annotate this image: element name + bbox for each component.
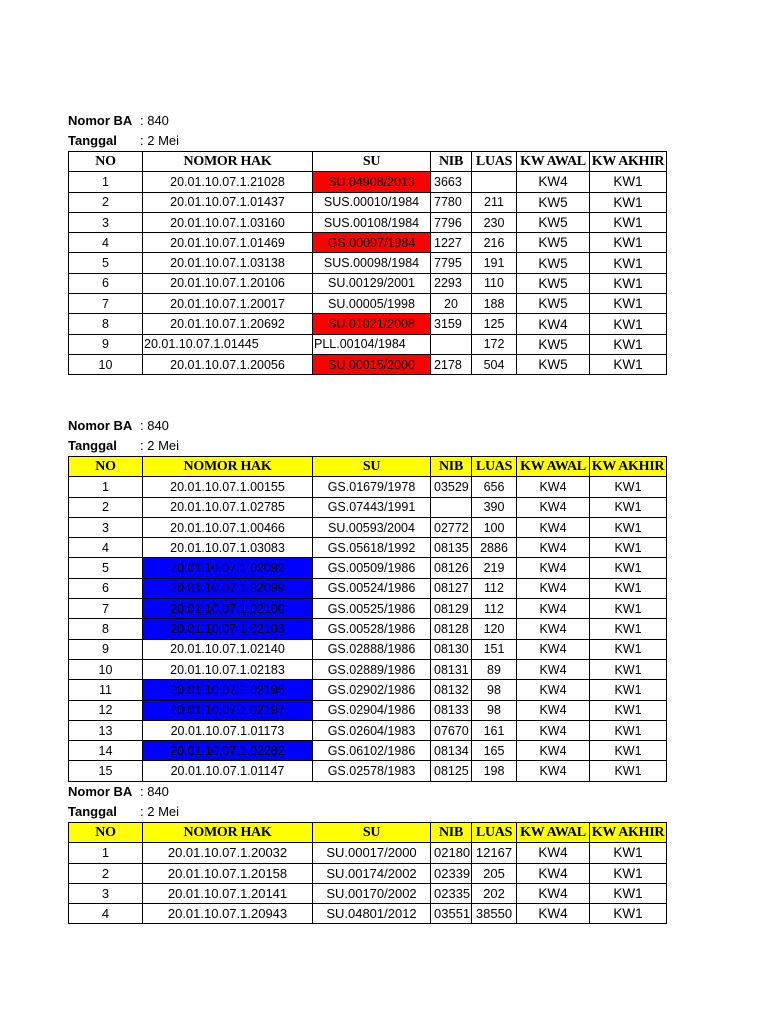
table-row (69, 843, 667, 863)
cell-no: 8 (69, 619, 143, 639)
cell-kw-awal: KW4 (517, 741, 590, 761)
data-table-1 (68, 151, 667, 375)
cell-nomor-hak: 20.01.10.07.1.20692 (143, 314, 313, 334)
cell-su: SUS.00108/1984 (313, 212, 431, 232)
cell-no: 4 (69, 538, 143, 558)
section-1 (68, 111, 667, 375)
cell-no: 1 (69, 843, 143, 863)
cell-kw-akhir: KW1 (590, 761, 667, 781)
nomor-ba-value: : 840 (140, 784, 169, 799)
tanggal-label: Tanggal (68, 804, 117, 819)
table-row (69, 904, 667, 924)
table-row (69, 538, 667, 558)
cell-su: SU.00005/1998 (313, 294, 431, 314)
cell-nib: 08130 (431, 639, 472, 659)
cell-nib: 2293 (431, 273, 472, 293)
cell-kw-awal: KW4 (517, 883, 590, 903)
cell-no: 6 (69, 578, 143, 598)
cell-nib: 08127 (431, 578, 472, 598)
table-row (69, 558, 667, 578)
cell-kw-awal: KW4 (517, 863, 590, 883)
cell-kw-awal: KW4 (517, 700, 590, 720)
tanggal-value: : 2 Mei (140, 438, 180, 453)
cell-kw-awal: KW5 (517, 294, 590, 314)
cell-su: GS.00524/1986 (313, 578, 431, 598)
table-row (69, 497, 667, 517)
cell-luas: 211 (472, 192, 517, 212)
cell-nomor-hak: 20.01.10.07.1.20158 (143, 863, 313, 883)
table-row (69, 883, 667, 903)
cell-luas: 165 (472, 741, 517, 761)
table-row (69, 477, 667, 497)
cell-luas: 205 (472, 863, 517, 883)
cell-nomor-hak: 20.01.10.07.1.02785 (143, 497, 313, 517)
cell-nib: 08133 (431, 700, 472, 720)
tanggal-line (68, 436, 667, 456)
header-luas: LUAS (472, 152, 517, 172)
cell-su: SU.00017/2000 (313, 843, 431, 863)
cell-luas: 125 (472, 314, 517, 334)
cell-luas: 219 (472, 558, 517, 578)
cell-no: 1 (69, 477, 143, 497)
cell-kw-awal: KW4 (517, 314, 590, 334)
cell-luas: 390 (472, 497, 517, 517)
cell-nomor-hak: 20.01.10.07.1.03160 (143, 212, 313, 232)
cell-kw-awal: KW5 (517, 354, 590, 374)
cell-nomor-hak: 20.01.10.07.1.02197 (143, 700, 313, 720)
cell-su: GS.02902/1986 (313, 680, 431, 700)
cell-luas: 151 (472, 639, 517, 659)
cell-nib: 08129 (431, 599, 472, 619)
cell-kw-awal: KW4 (517, 538, 590, 558)
cell-kw-awal: KW4 (517, 477, 590, 497)
header-nomor-hak: NOMOR HAK (143, 823, 313, 843)
cell-kw-akhir: KW1 (590, 517, 667, 537)
nomor-ba-label: Nomor BA (68, 418, 133, 433)
cell-luas: 2886 (472, 538, 517, 558)
cell-nib: 08128 (431, 619, 472, 639)
cell-kw-awal: KW4 (517, 843, 590, 863)
cell-su: GS.00528/1986 (313, 619, 431, 639)
cell-kw-akhir: KW1 (590, 883, 667, 903)
cell-no: 3 (69, 517, 143, 537)
cell-luas: 191 (472, 253, 517, 273)
cell-nomor-hak: 20.01.10.07.1.03138 (143, 253, 313, 273)
cell-kw-awal: KW4 (517, 680, 590, 700)
cell-kw-awal: KW4 (517, 639, 590, 659)
cell-nomor-hak: 20.01.10.07.1.03083 (143, 538, 313, 558)
header-nib: NIB (431, 823, 472, 843)
cell-kw-akhir: KW1 (590, 720, 667, 740)
cell-no: 8 (69, 314, 143, 334)
tanggal-value: : 2 Mei (140, 133, 180, 148)
table-row (69, 680, 667, 700)
cell-kw-awal: KW5 (517, 334, 590, 354)
cell-kw-akhir: KW1 (590, 700, 667, 720)
cell-kw-akhir: KW1 (590, 497, 667, 517)
cell-luas: 12167 (472, 843, 517, 863)
cell-su: GS.00525/1986 (313, 599, 431, 619)
cell-no: 5 (69, 253, 143, 273)
cell-nib (431, 497, 472, 517)
cell-luas: 202 (472, 883, 517, 903)
cell-su: SU.00174/2002 (313, 863, 431, 883)
cell-luas: 89 (472, 659, 517, 679)
cell-luas: 188 (472, 294, 517, 314)
cell-nib: 7795 (431, 253, 472, 273)
cell-su: GS.06102/1986 (313, 741, 431, 761)
cell-kw-awal: KW4 (517, 517, 590, 537)
cell-kw-awal: KW5 (517, 192, 590, 212)
cell-luas: 656 (472, 477, 517, 497)
nomor-ba-value: : 840 (140, 113, 169, 128)
cell-luas: 504 (472, 354, 517, 374)
nomor-ba-label: Nomor BA (68, 113, 133, 128)
cell-nomor-hak: 20.01.10.07.1.01173 (143, 720, 313, 740)
cell-nib: 02772 (431, 517, 472, 537)
header-su: SU (313, 152, 431, 172)
table-row (69, 619, 667, 639)
cell-luas: 112 (472, 578, 517, 598)
cell-no: 2 (69, 192, 143, 212)
cell-kw-akhir: KW1 (590, 558, 667, 578)
cell-luas: 98 (472, 680, 517, 700)
cell-kw-awal: KW4 (517, 172, 590, 192)
table-row (69, 172, 667, 192)
cell-luas: 112 (472, 599, 517, 619)
cell-nomor-hak: 20.01.10.07.1.02140 (143, 639, 313, 659)
cell-su: GS.05618/1992 (313, 538, 431, 558)
cell-luas: 172 (472, 334, 517, 354)
cell-kw-akhir: KW1 (590, 192, 667, 212)
cell-nomor-hak: 20.01.10.07.1.02103 (143, 619, 313, 639)
cell-nib: 7796 (431, 212, 472, 232)
cell-no: 10 (69, 354, 143, 374)
table-row (69, 273, 667, 293)
cell-nomor-hak: 20.01.10.07.1.20141 (143, 883, 313, 903)
table-row (69, 863, 667, 883)
cell-no: 7 (69, 294, 143, 314)
cell-kw-akhir: KW1 (590, 354, 667, 374)
cell-kw-awal: KW4 (517, 720, 590, 740)
cell-no: 9 (69, 639, 143, 659)
header-kw-akhir: KW AKHIR (590, 457, 667, 477)
cell-su: GS.02888/1986 (313, 639, 431, 659)
nomor-ba-value: : 840 (140, 418, 169, 433)
cell-luas: 100 (472, 517, 517, 537)
table-row (69, 700, 667, 720)
table-row (69, 720, 667, 740)
cell-no: 13 (69, 720, 143, 740)
header-kw-awal: KW AWAL (517, 457, 590, 477)
header-kw-akhir: KW AKHIR (590, 152, 667, 172)
header-no: NO (69, 823, 143, 843)
nomor-ba-line (68, 416, 667, 436)
cell-kw-awal: KW4 (517, 599, 590, 619)
tanggal-value: : 2 Mei (140, 804, 180, 819)
cell-nib: 08134 (431, 741, 472, 761)
header-row (69, 823, 667, 843)
cell-no: 2 (69, 497, 143, 517)
table-row (69, 192, 667, 212)
cell-su: GS.00509/1986 (313, 558, 431, 578)
cell-luas: 230 (472, 212, 517, 232)
cell-kw-akhir: KW1 (590, 639, 667, 659)
cell-nomor-hak: 20.01.10.07.1.01469 (143, 233, 313, 253)
cell-kw-akhir: KW1 (590, 680, 667, 700)
cell-nib: 07670 (431, 720, 472, 740)
cell-nib: 08135 (431, 538, 472, 558)
table-row (69, 761, 667, 781)
cell-nib: 02335 (431, 883, 472, 903)
header-nomor-hak: NOMOR HAK (143, 152, 313, 172)
cell-no: 10 (69, 659, 143, 679)
cell-no: 11 (69, 680, 143, 700)
cell-luas: 120 (472, 619, 517, 639)
cell-kw-akhir: KW1 (590, 477, 667, 497)
cell-su: SU.01021/2008 (313, 314, 431, 334)
cell-kw-akhir: KW1 (590, 273, 667, 293)
cell-nib: 1227 (431, 233, 472, 253)
table-row (69, 578, 667, 598)
cell-nomor-hak: 20.01.10.07.1.02092 (143, 558, 313, 578)
cell-kw-akhir: KW1 (590, 904, 667, 924)
cell-kw-awal: KW5 (517, 253, 590, 273)
cell-nomor-hak: 20.01.10.07.1.01147 (143, 761, 313, 781)
nomor-ba-line (68, 782, 667, 802)
cell-nomor-hak: 20.01.10.07.1.01437 (143, 192, 313, 212)
header-no: NO (69, 152, 143, 172)
header-row (69, 457, 667, 477)
cell-no: 9 (69, 334, 143, 354)
cell-luas: 161 (472, 720, 517, 740)
cell-nib: 08126 (431, 558, 472, 578)
cell-nib: 08131 (431, 659, 472, 679)
cell-kw-awal: KW4 (517, 558, 590, 578)
cell-su: SU.04801/2012 (313, 904, 431, 924)
cell-kw-akhir: KW1 (590, 314, 667, 334)
header-luas: LUAS (472, 823, 517, 843)
cell-no: 14 (69, 741, 143, 761)
cell-nib: 08125 (431, 761, 472, 781)
section-2 (68, 416, 667, 782)
section-3 (68, 782, 667, 924)
cell-kw-akhir: KW1 (590, 538, 667, 558)
cell-su: GS.02578/1983 (313, 761, 431, 781)
cell-nib: 3159 (431, 314, 472, 334)
header-nib: NIB (431, 152, 472, 172)
cell-nib: 20 (431, 294, 472, 314)
cell-nomor-hak: 20.01.10.07.1.20943 (143, 904, 313, 924)
cell-nomor-hak: 20.01.10.07.1.01445 (143, 334, 313, 354)
cell-nomor-hak: 20.01.10.07.1.00466 (143, 517, 313, 537)
header-no: NO (69, 457, 143, 477)
cell-no: 1 (69, 172, 143, 192)
cell-kw-awal: KW4 (517, 904, 590, 924)
cell-kw-akhir: KW1 (590, 863, 667, 883)
cell-no: 4 (69, 233, 143, 253)
nomor-ba-line (68, 111, 667, 131)
cell-nib: 02339 (431, 863, 472, 883)
cell-kw-akhir: KW1 (590, 599, 667, 619)
cell-su: SU.04908/2013 (313, 172, 431, 192)
cell-nib: 3663 (431, 172, 472, 192)
cell-nib: 03551 (431, 904, 472, 924)
tanggal-line (68, 802, 667, 822)
tanggal-label: Tanggal (68, 133, 117, 148)
cell-kw-akhir: KW1 (590, 253, 667, 273)
cell-nomor-hak: 20.01.10.07.1.21028 (143, 172, 313, 192)
cell-nomor-hak: 20.01.10.07.1.00155 (143, 477, 313, 497)
cell-kw-akhir: KW1 (590, 659, 667, 679)
cell-luas: 38550 (472, 904, 517, 924)
cell-kw-awal: KW5 (517, 212, 590, 232)
table-row (69, 639, 667, 659)
table-row (69, 354, 667, 374)
cell-su: GS.07443/1991 (313, 497, 431, 517)
cell-kw-akhir: KW1 (590, 212, 667, 232)
cell-kw-akhir: KW1 (590, 741, 667, 761)
cell-luas: 98 (472, 700, 517, 720)
cell-nib (431, 334, 472, 354)
cell-kw-akhir: KW1 (590, 619, 667, 639)
nomor-ba-label: Nomor BA (68, 784, 133, 799)
cell-nib: 03529 (431, 477, 472, 497)
cell-nomor-hak: 20.01.10.07.1.02282 (143, 741, 313, 761)
cell-su: SUS.00010/1984 (313, 192, 431, 212)
cell-no: 4 (69, 904, 143, 924)
cell-luas: 216 (472, 233, 517, 253)
cell-luas (472, 172, 517, 192)
cell-su: SU.00129/2001 (313, 273, 431, 293)
cell-kw-akhir: KW1 (590, 578, 667, 598)
cell-no: 3 (69, 212, 143, 232)
cell-su: GS.00097/1984 (313, 233, 431, 253)
cell-nib: 02180 (431, 843, 472, 863)
cell-kw-akhir: KW1 (590, 843, 667, 863)
header-luas: LUAS (472, 457, 517, 477)
header-kw-akhir: KW AKHIR (590, 823, 667, 843)
cell-nomor-hak: 20.01.10.07.1.20017 (143, 294, 313, 314)
data-table-2 (68, 456, 667, 782)
cell-nomor-hak: 20.01.10.07.1.02099 (143, 578, 313, 598)
cell-su: GS.01679/1978 (313, 477, 431, 497)
cell-kw-akhir: KW1 (590, 172, 667, 192)
table-row (69, 659, 667, 679)
header-su: SU (313, 823, 431, 843)
cell-su: SU.00593/2004 (313, 517, 431, 537)
cell-nomor-hak: 20.01.10.07.1.20106 (143, 273, 313, 293)
cell-no: 15 (69, 761, 143, 781)
cell-no: 12 (69, 700, 143, 720)
cell-nomor-hak: 20.01.10.07.1.02195 (143, 680, 313, 700)
table-row (69, 741, 667, 761)
cell-kw-akhir: KW1 (590, 294, 667, 314)
data-table-3 (68, 822, 667, 924)
table-row (69, 517, 667, 537)
table-row (69, 334, 667, 354)
table-row (69, 599, 667, 619)
header-row (69, 152, 667, 172)
header-su: SU (313, 457, 431, 477)
header-nomor-hak: NOMOR HAK (143, 457, 313, 477)
cell-luas: 198 (472, 761, 517, 781)
cell-nib: 08132 (431, 680, 472, 700)
cell-su: GS.02604/1983 (313, 720, 431, 740)
cell-su: SU.00170/2002 (313, 883, 431, 903)
table-row (69, 212, 667, 232)
cell-nib: 2178 (431, 354, 472, 374)
table-row (69, 253, 667, 273)
table-row (69, 314, 667, 334)
table-row (69, 294, 667, 314)
header-kw-awal: KW AWAL (517, 823, 590, 843)
cell-nomor-hak: 20.01.10.07.1.20032 (143, 843, 313, 863)
header-nib: NIB (431, 457, 472, 477)
header-kw-awal: KW AWAL (517, 152, 590, 172)
cell-luas: 110 (472, 273, 517, 293)
cell-kw-awal: KW5 (517, 273, 590, 293)
cell-nib: 7780 (431, 192, 472, 212)
cell-su: GS.02889/1986 (313, 659, 431, 679)
cell-nomor-hak: 20.01.10.07.1.20056 (143, 354, 313, 374)
cell-kw-awal: KW5 (517, 233, 590, 253)
table-row (69, 233, 667, 253)
cell-no: 6 (69, 273, 143, 293)
cell-kw-awal: KW4 (517, 659, 590, 679)
cell-su: PLL.00104/1984 (313, 334, 431, 354)
cell-kw-akhir: KW1 (590, 233, 667, 253)
cell-no: 3 (69, 883, 143, 903)
cell-kw-awal: KW4 (517, 578, 590, 598)
cell-nomor-hak: 20.01.10.07.1.02183 (143, 659, 313, 679)
cell-su: SU.00015/2000 (313, 354, 431, 374)
cell-no: 5 (69, 558, 143, 578)
cell-kw-akhir: KW1 (590, 334, 667, 354)
cell-no: 2 (69, 863, 143, 883)
cell-kw-awal: KW4 (517, 619, 590, 639)
tanggal-line (68, 131, 667, 151)
cell-su: GS.02904/1986 (313, 700, 431, 720)
cell-kw-awal: KW4 (517, 761, 590, 781)
cell-kw-awal: KW4 (517, 497, 590, 517)
tanggal-label: Tanggal (68, 438, 117, 453)
cell-no: 7 (69, 599, 143, 619)
cell-su: SUS.00098/1984 (313, 253, 431, 273)
cell-nomor-hak: 20.01.10.07.1.02100 (143, 599, 313, 619)
